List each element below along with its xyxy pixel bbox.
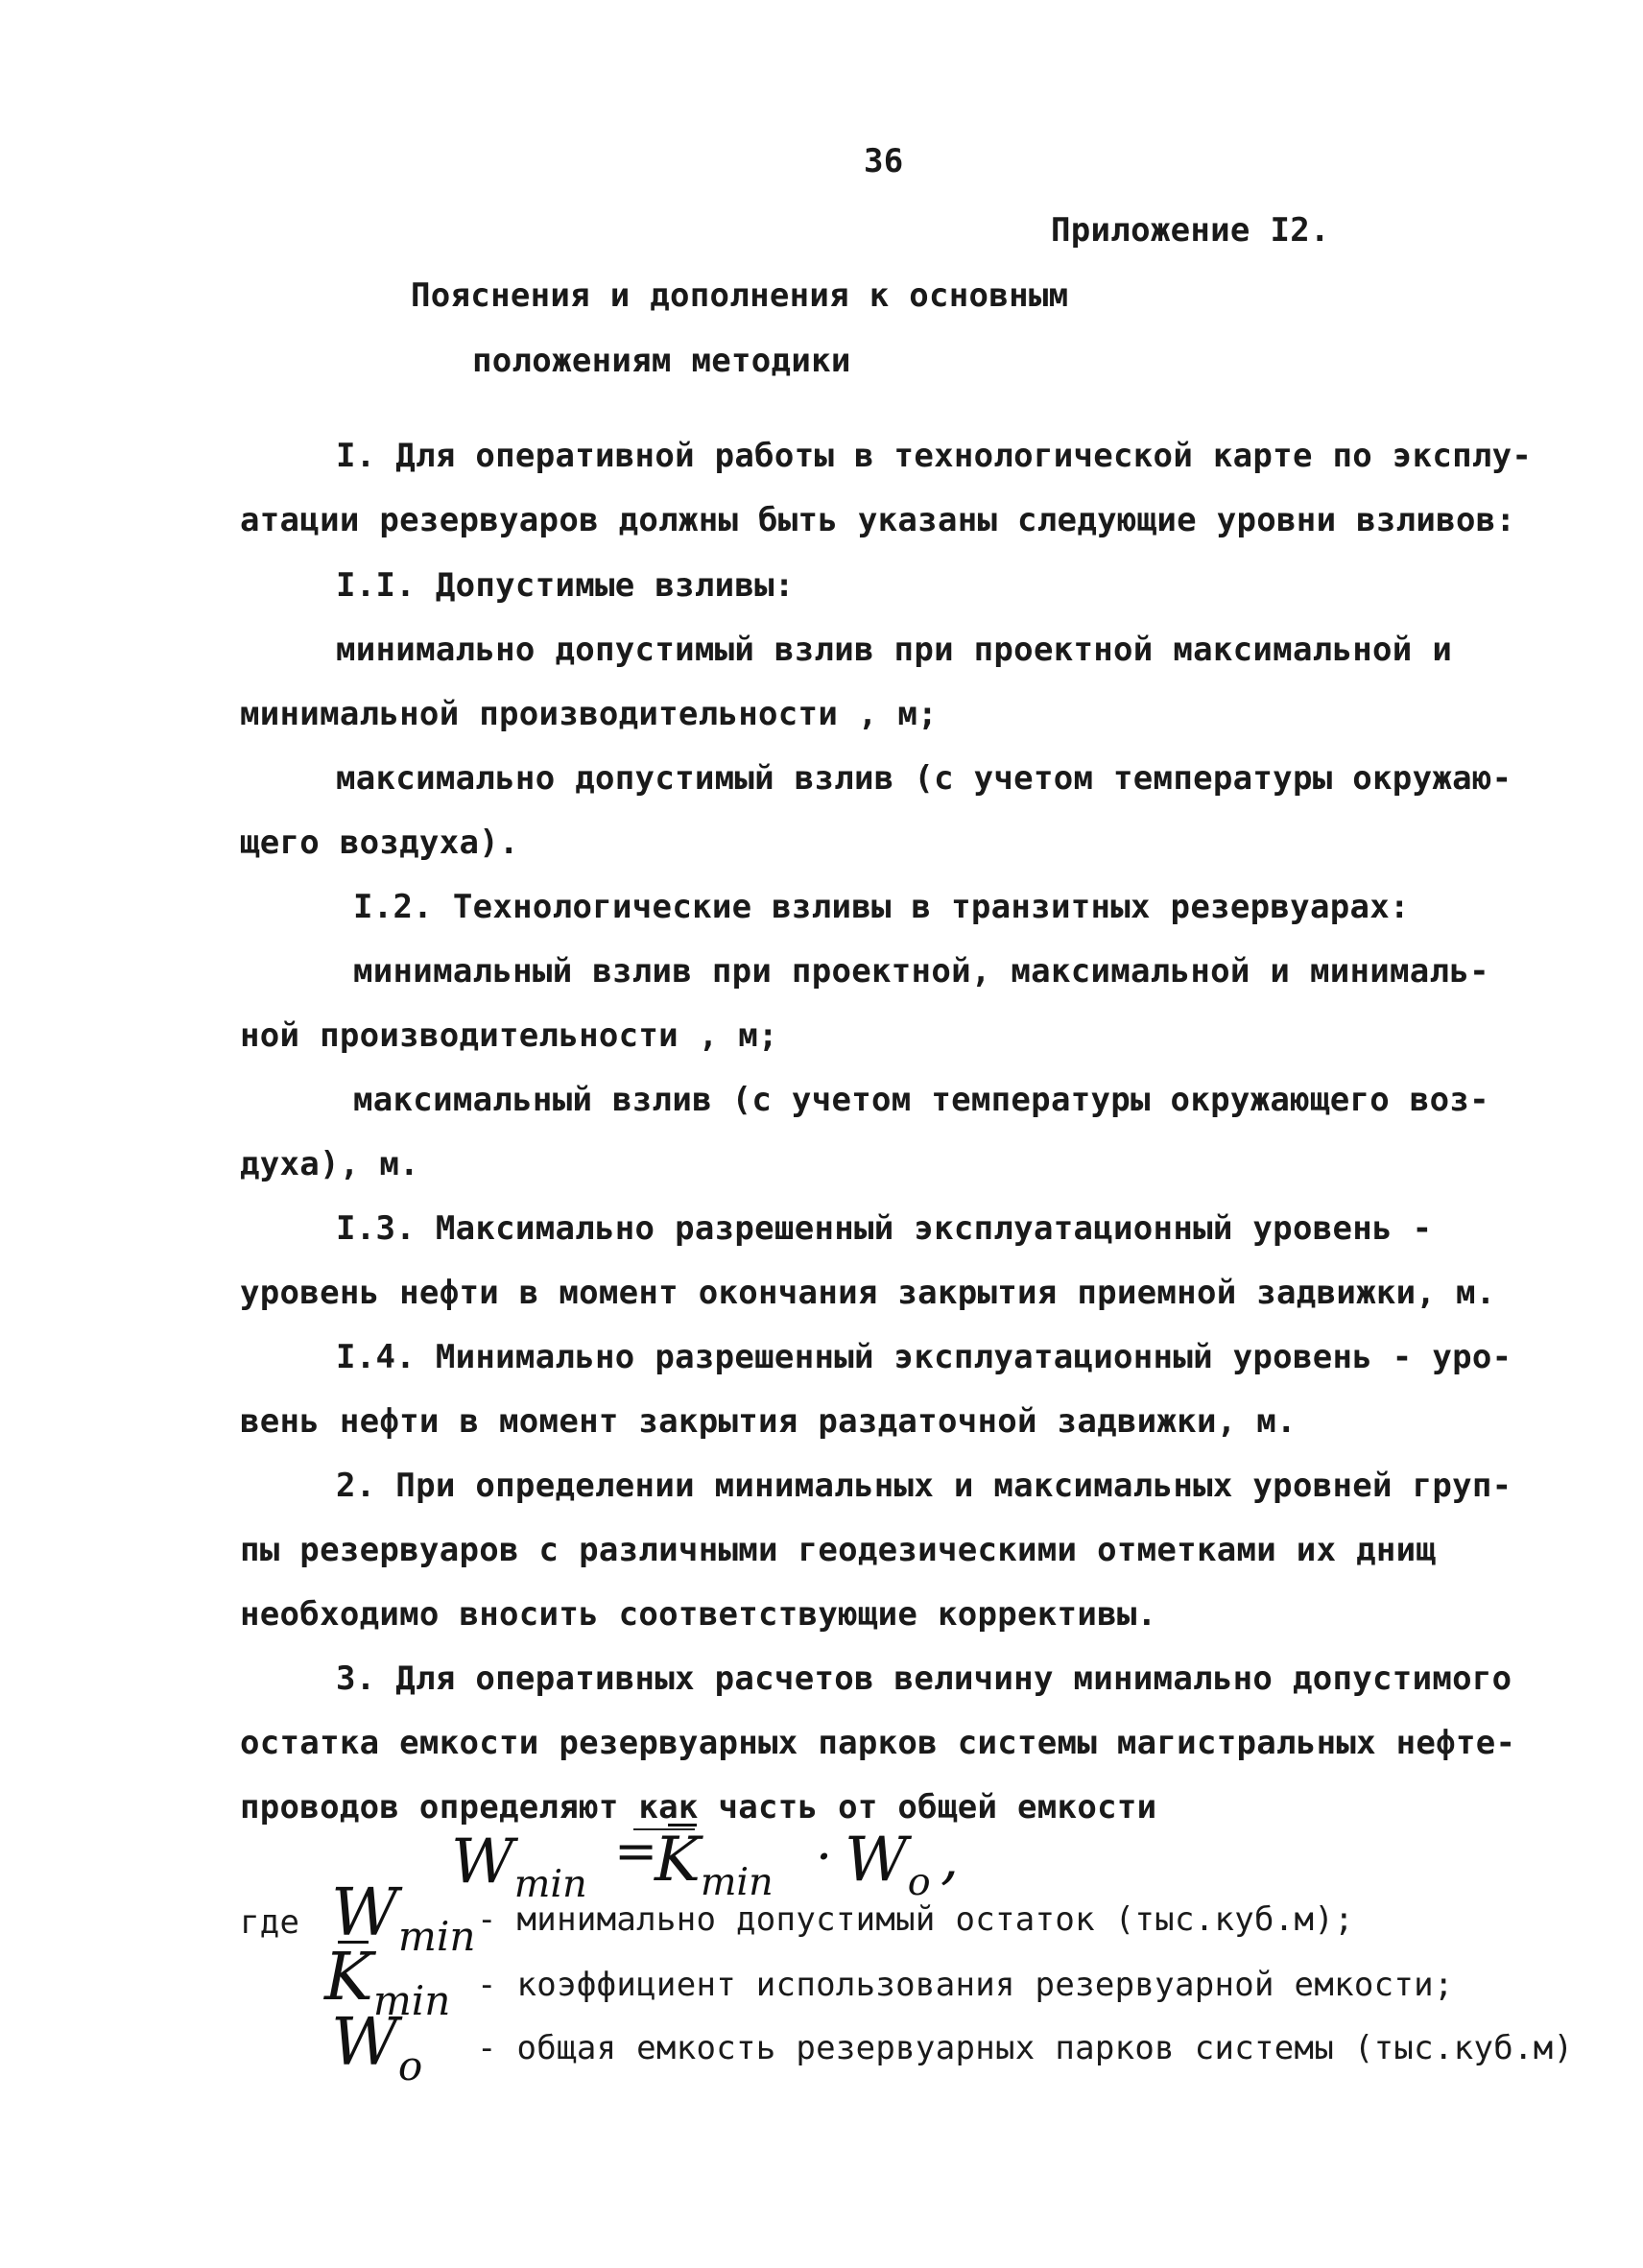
body-line: минимально допустимый взлив при проектной максимальной и: [336, 631, 1453, 669]
body-line: минимальной производительности , м;: [240, 695, 938, 733]
formula-dot: ·: [816, 1826, 833, 1887]
body-line: пы резервуаров с различными геодезическими отметками их днищ: [240, 1531, 1437, 1569]
body-line: щего воздуха).: [240, 824, 519, 862]
body-line: необходимо вносить соответствующие коррективы.: [240, 1595, 1157, 1634]
section-title-line-2: положениям методики: [472, 342, 851, 380]
legend-symbol-kmin: $K_{min}$: [324, 1940, 451, 2025]
body-line: I.I. Допустимые взливы:: [336, 566, 795, 605]
section-title-line-1: Пояснения и дополнения к основным: [411, 276, 1069, 315]
body-line: атации резервуаров должны быть указаны следующие уровни взливов:: [240, 501, 1516, 539]
body-line: остатка емкости резервуарных парков системы магистральных нефте-: [240, 1724, 1516, 1762]
body-line: I. Для оперативной работы в технологической карте по эксплу-: [336, 437, 1533, 475]
body-line: I.3. Максимально разрешенный эксплуатационный уровень -: [336, 1209, 1433, 1248]
body-line: I.2. Технологические взливы в транзитных резервуарах:: [353, 888, 1410, 926]
legend-text-wmin: - минимально допустимый остаток (тыс.куб.м);: [477, 1900, 1354, 1939]
body-line: 3. Для оперативных расчетов величину минимально допустимого: [336, 1659, 1512, 1698]
body-line: минимальный взлив при проектной, максимальной и минималь-: [353, 952, 1489, 991]
page-number: 36: [864, 142, 904, 180]
legend-text-kmin: - коэффициент использования резервуарной емкости;: [477, 1966, 1454, 2004]
body-line: 2. При определении минимальных и максимальных уровней груп-: [336, 1467, 1512, 1505]
body-line: I.4. Минимально разрешенный эксплуатационный уровень - уро-: [336, 1338, 1512, 1376]
body-line: уровень нефти в момент окончания закрытия приемной задвижки, м.: [240, 1274, 1496, 1312]
formula-equals: =: [614, 1821, 658, 1881]
legend-text-w0: - общая емкость резервуарных парков системы (тыс.куб.м): [477, 2029, 1574, 2067]
legend-symbol-w0: $W_o$: [331, 2005, 423, 2090]
formula-w: $W_{min}$: [451, 1826, 587, 1907]
body-line: проводов определяют как часть от общей емкости: [240, 1788, 1157, 1826]
body-line: максимальный взлив (с учетом температуры окружающего воз-: [353, 1081, 1489, 1119]
body-line: духа), м.: [240, 1145, 419, 1183]
formula-k: $K_{min}$: [655, 1825, 774, 1905]
legend-symbol-wmin: $W_{min}$: [331, 1875, 476, 1961]
legend-k-overbar: [338, 1941, 369, 1944]
appendix-label: Приложение I2.: [1051, 211, 1330, 250]
formula-k-overbar: [668, 1824, 697, 1826]
body-line: максимально допустимый взлив (с учетом температуры окружаю-: [336, 759, 1512, 798]
formula-w0: $W_o$: [845, 1825, 931, 1905]
formula-comma: ,: [941, 1825, 960, 1892]
legend-where: где: [240, 1903, 300, 1942]
body-line: вень нефти в момент закрытия раздаточной задвижки, м.: [240, 1402, 1297, 1441]
body-line: ной производительности , м;: [240, 1016, 778, 1055]
